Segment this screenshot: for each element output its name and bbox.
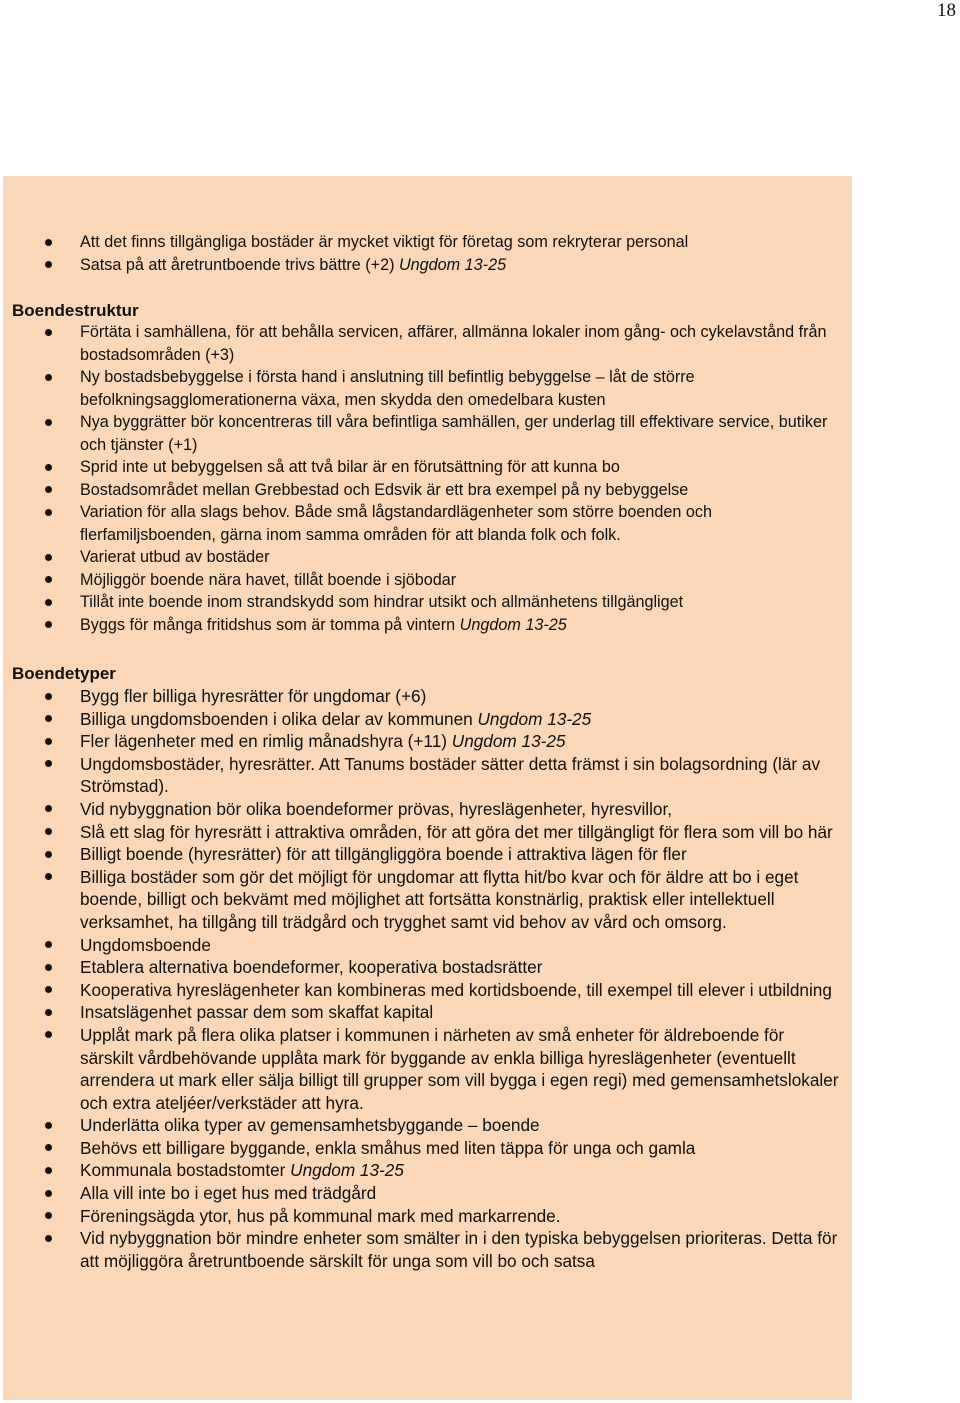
list-item-text: Fler lägenheter med en rimlig månadshyra (+11) (80, 731, 452, 752)
list-item (3, 546, 840, 569)
list-item-text: Tillåt inte boende inom strandskydd som hindrar utsikt och allmänhetens tillgängliget (80, 593, 684, 611)
section-heading-boendetyper: Boendetyper (12, 664, 116, 683)
list-item (3, 979, 840, 1002)
list-item-text: Satsa på att åretruntboende trivs bättre (+2) (80, 255, 399, 274)
list-item (3, 321, 840, 366)
list-item (3, 753, 840, 798)
list-item-text: Kommunala bostadstomter (80, 1160, 291, 1181)
list-item-text: Variation för alla slags behov. Både små lågstandardlägenheter som större boenden och flerfamiljsboenden, gärna inom samma områden för att blanda folk och folk. (80, 503, 712, 544)
list-item-text: Nya byggrätter bör koncentreras till våra befintliga samhällen, ger underlag till effektivare service, butiker och tjänster (+1) (80, 413, 828, 454)
list-item (3, 591, 840, 614)
list-item-text: Vid nybyggnation bör mindre enheter som smälter in i den typiska bebyggelsen prioriteras. Detta för att möjliggöra åretruntboende särskilt för unga som vill bo och satsa (80, 1228, 838, 1271)
list-item-text: Bygg fler billiga hyresrätter för ungdomar (+6) (80, 686, 427, 706)
list-item-text: Billigt boende (hyresrätter) för att tillgängliggöra boende i attraktiva lägen för fler (80, 844, 687, 865)
list-item (3, 479, 840, 502)
list-item-text: Underlätta olika typer av gemensamhetsbyggande – boende (80, 1115, 540, 1136)
boendestruktur-list (3, 321, 840, 636)
list-item (3, 411, 840, 456)
list-item-text: Upplåt mark på flera olika platser i kommunen i närheten av små enheter för äldreboende för särskilt vårdbehövande upplåta mark för byggande av enkla billiga hyreslägenheter (eventuellt arrendera ut mark eller sälja billigt till grupper som vill bygga i egen regi) med gemensamhetslokaler och extra ateljéer/verkstäder att hyra. (80, 1024, 839, 1113)
list-item (3, 685, 840, 708)
list-item (3, 866, 840, 934)
list-item-text: Slå ett slag för hyresrätt i attraktiva områden, för att göra det mer tillgängligt för flera som vill bo här (80, 821, 833, 842)
list-item-text: Förtäta i samhällena, för att behålla servicen, affärer, allmänna lokaler inom gång- och cykelavstånd från bostadsområden (+3) (80, 323, 827, 364)
list-item (3, 730, 840, 753)
list-item (3, 1205, 840, 1228)
list-item (3, 254, 852, 277)
age-group-tag: Ungdom 13-25 (398, 255, 507, 274)
list-item-text: Insatslägenhet passar dem som skaffat kapital (80, 1002, 434, 1023)
list-item (3, 1114, 840, 1137)
list-item (3, 456, 840, 479)
age-group-tag: Ungdom 13-25 (459, 615, 567, 634)
list-item (3, 1024, 840, 1114)
list-item (3, 614, 840, 637)
list-item (3, 569, 840, 592)
list-item-text: Byggs för många fritidshus som är tomma på vintern (80, 615, 460, 634)
list-item (3, 956, 840, 979)
list-item (3, 1001, 840, 1024)
list-item (3, 1159, 840, 1182)
page-number: 18 (937, 0, 956, 21)
boendetyper-list (3, 685, 840, 1272)
list-item-text: Alla vill inte bo i eget hus med trädgård (80, 1183, 377, 1204)
list-item-text: Billiga ungdomsboenden i olika delar av kommunen (80, 708, 478, 729)
section-heading-boendestruktur: Boendestruktur (12, 301, 139, 320)
list-item-text: Kooperativa hyreslägenheter kan kombineras med kortidsboende, till exempel till elever i utbildning (80, 979, 832, 1000)
list-item-text: Behövs ett billigare byggande, enkla småhus med liten täppa för unga och gamla (80, 1137, 696, 1158)
list-item (3, 708, 840, 731)
age-group-tag: Ungdom 13-25 (477, 708, 592, 729)
list-item (3, 821, 840, 844)
list-item-text: Föreningsägda ytor, hus på kommunal mark med markarrende. (80, 1205, 561, 1226)
list-item (3, 501, 840, 546)
list-item-text: Bostadsområdet mellan Grebbestad och Edsvik är ett bra exempel på ny bebyggelse (80, 480, 689, 499)
age-group-tag: Ungdom 13-25 (290, 1160, 404, 1181)
list-item (3, 1137, 840, 1160)
list-item-text: Att det finns tillgängliga bostäder är mycket viktigt för företag som rekryterar personal (80, 233, 689, 251)
list-item (3, 798, 840, 821)
list-item (3, 1182, 840, 1205)
list-item-text: Etablera alternativa boendeformer, kooperativa bostadsrätter (80, 957, 543, 978)
list-item-text: Ungdomsbostäder, hyresrätter. Att Tanums bostäder sätter detta främst i sin bolagsordning (lär av Strömstad). (80, 753, 821, 797)
age-group-tag: Ungdom 13-25 (451, 731, 566, 752)
list-item-text: Ungdomsboende (80, 934, 211, 955)
list-item-text: Billiga bostäder som gör det möjligt för ungdomar att flytta hit/bo kvar och för äldre att bo i eget boende, billigt och bekvämt med möjlighet att fortsätta konstnärlig, praktisk eller intellektuell verksamhet, ha tillgång till trädgård och trygghet samt vid behov av vård och omsorg. (80, 866, 799, 932)
content-panel (3, 176, 852, 1400)
list-item (3, 231, 852, 254)
list-item (3, 366, 840, 411)
list-item-text: Ny bostadsbebyggelse i första hand i anslutning till befintlig bebyggelse – låt de större befolkningsagglomerationerna växa, men skydda den omedelbara kusten (80, 368, 695, 409)
list-item (3, 934, 840, 957)
list-item-text: Vid nybyggnation bör olika boendeformer prövas, hyreslägenheter, hyresvillor, (80, 798, 673, 819)
list-item-text: Sprid inte ut bebyggelsen så att två bilar är en förutsättning för att kunna bo (80, 458, 620, 476)
list-item (3, 843, 840, 866)
intro-list (3, 231, 852, 276)
list-item-text: Varierat utbud av bostäder (80, 548, 270, 566)
list-item (3, 1227, 840, 1272)
list-item-text: Möjliggör boende nära havet, tillåt boende i sjöbodar (80, 570, 457, 589)
